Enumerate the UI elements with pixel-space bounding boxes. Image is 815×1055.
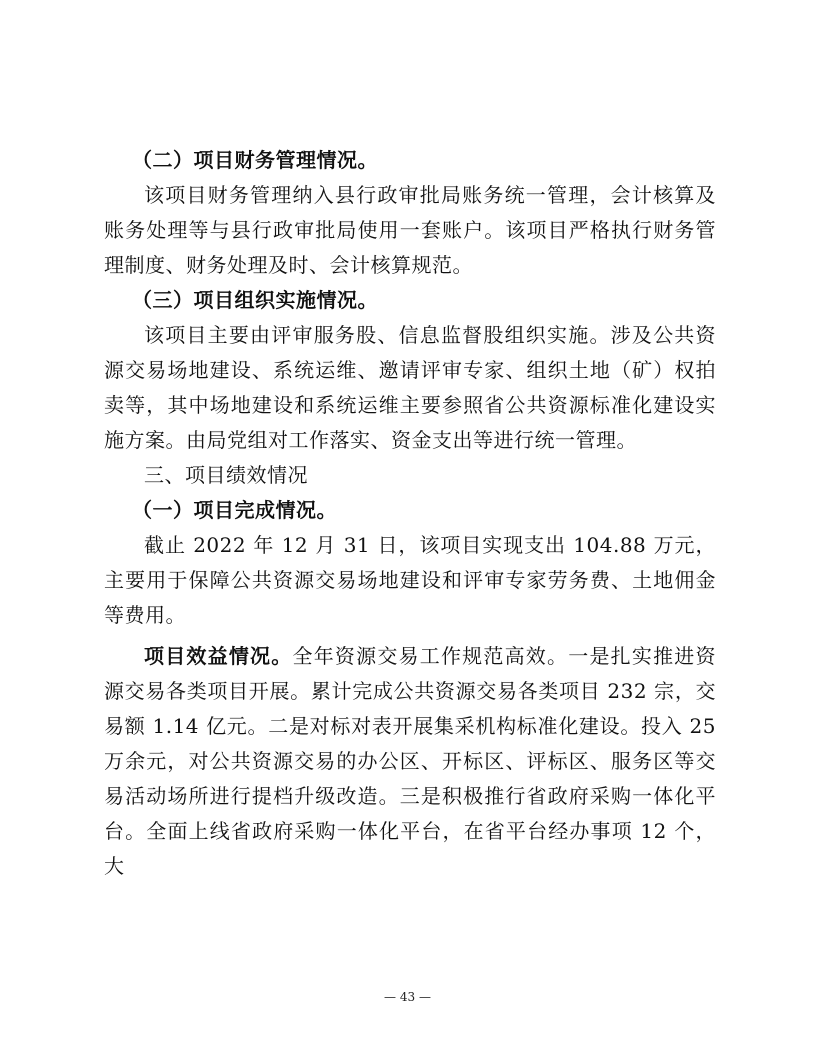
benefit-lead: 项目效益情况。 xyxy=(144,644,293,668)
page-number: — 43 — xyxy=(384,990,431,1004)
section-title-performance: 三、项目绩效情况 xyxy=(144,463,308,487)
heading-organization-implementation: （三）项目组织实施情况。 xyxy=(132,288,378,312)
paragraph-finance-management: 该项目财务管理纳入县行政审批局账务统一管理，会计核算及账务处理等与县行政审批局使用一套账户。该项目严格执行财务管理制度、财务处理及时、会计核算规范。 xyxy=(104,183,716,277)
heading-finance-management: （二）项目财务管理情况。 xyxy=(132,148,378,172)
paragraph-project-completion: 截止 2022 年 12 月 31 日，该项目实现支出 104.88 万元，主要用于保障公共资源交易场地建设和评审专家劳务费、土地佣金等费用。 xyxy=(104,533,716,627)
paragraph-organization-implementation: 该项目主要由评审服务股、信息监督股组织实施。涉及公共资源交易场地建设、系统运维、邀请评审专家、组织土地（矿）权拍卖等，其中场地建设和系统运维主要参照省公共资源标准化建设实施方案。由局党组对工作落实、资金支出等进行统一管理。 xyxy=(104,323,716,452)
heading-project-completion: （一）项目完成情况。 xyxy=(132,498,337,522)
paragraph-project-benefit xyxy=(104,639,716,884)
benefit-text: 全年资源交易工作规范高效。一是扎实推进资源交易各类项目开展。累计完成公共资源交易各类项目 232 宗，交易额 1.14 亿元。二是对标对表开展集采机构标准化建设。投入 25 万余元，对公共资源交易的办公区、开标区、评标区、服务区等交易活动场所进行提档升级改造。三是积极推行省政府采购一体化平台。全面上线省政府采购一体化平台，在省平台经办事项 12 个，大 xyxy=(104,644,717,878)
document-body xyxy=(104,143,716,884)
